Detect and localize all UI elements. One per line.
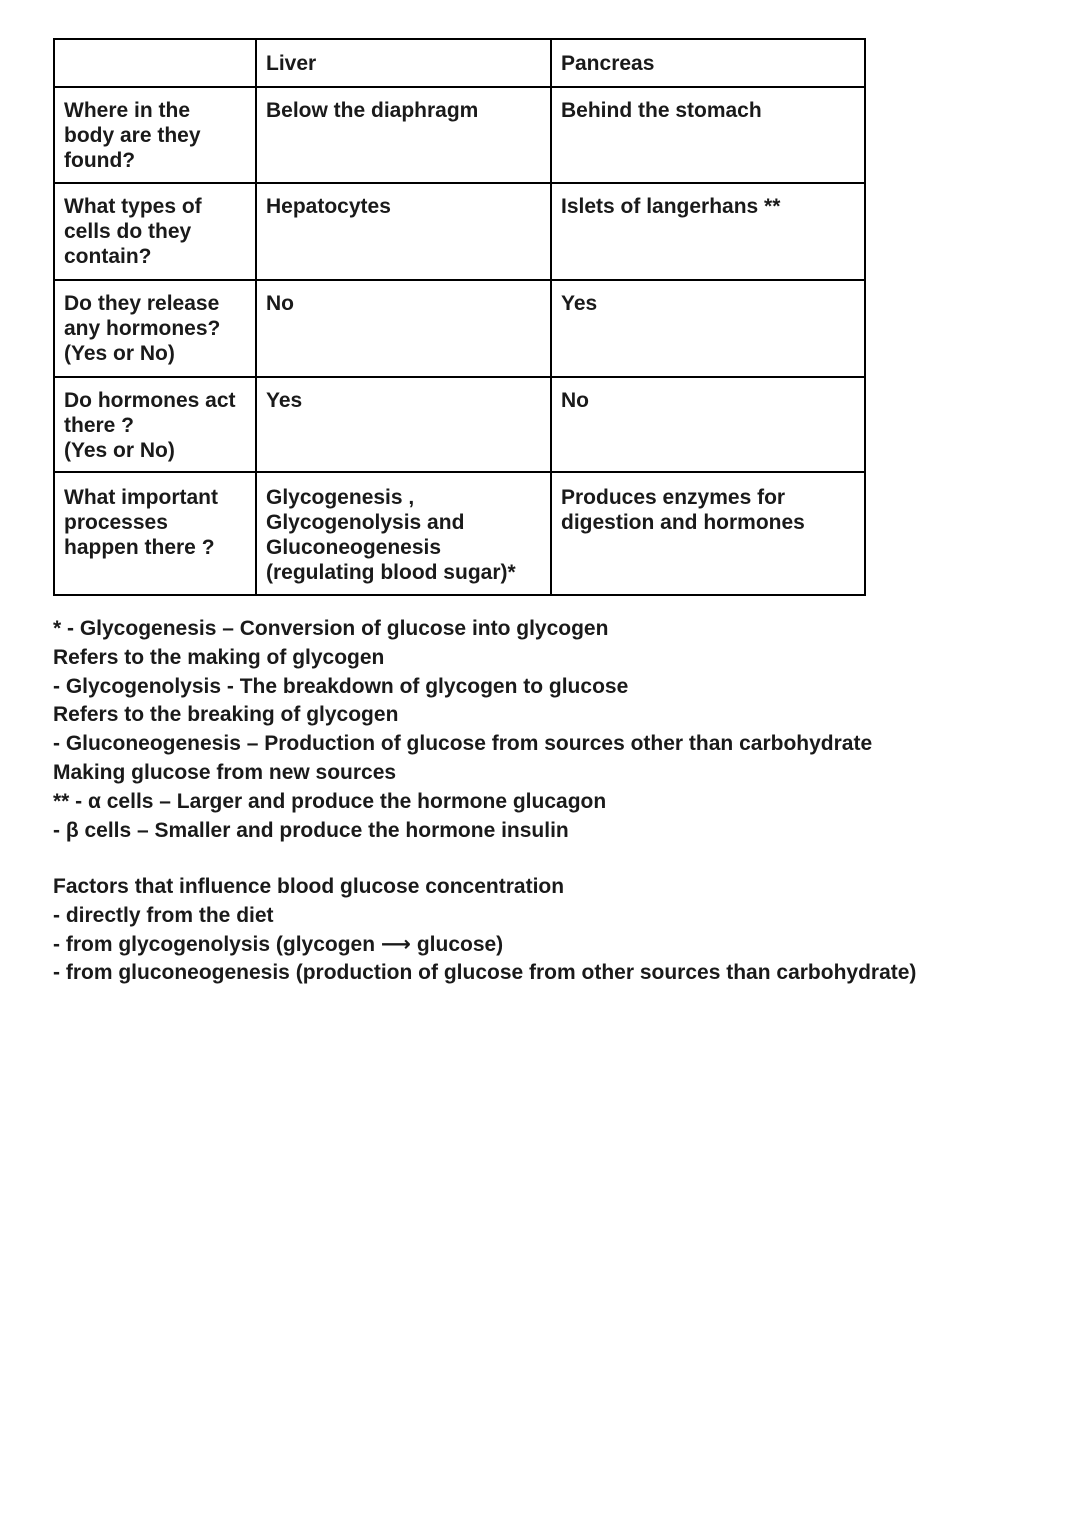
note-line: - β cells – Smaller and produce the hormone insulin — [53, 818, 569, 842]
question-cell: Do they release any hormones? (Yes or No) — [54, 280, 256, 377]
note-line: Refers to the breaking of glycogen — [53, 703, 399, 727]
pancreas-cell: Islets of langerhans ** — [551, 183, 865, 280]
table-row-release-hormones — [54, 280, 865, 377]
liver-pancreas-comparison-table — [53, 38, 866, 596]
header-cell-liver: Liver — [256, 39, 551, 87]
liver-cell: Yes — [256, 377, 551, 472]
factors-title: Factors that influence blood glucose concentration — [53, 875, 565, 898]
question-cell: What important processes happen there ? — [54, 472, 256, 595]
header-cell-empty — [54, 39, 256, 87]
liver-cell: Glycogenesis , Glycogenolysis and Gluconeogenesis (regulating blood sugar)* — [256, 472, 551, 595]
note-line: Refers to the making of glycogen — [53, 645, 385, 669]
note-line: - Gluconeogenesis – Production of glucose from sources other than carbohydrate — [53, 732, 873, 756]
question-cell: Do hormones act there ? (Yes or No) — [54, 377, 256, 472]
note-line: - Glycogenolysis - The breakdown of glycogen to glucose — [53, 674, 629, 698]
question-cell: Where in the body are they found? — [54, 87, 256, 183]
factor-item: - directly from the diet — [53, 903, 274, 927]
liver-cell: Hepatocytes — [256, 183, 551, 280]
table-row-hormones-act — [54, 377, 865, 472]
table-header-row — [54, 39, 865, 87]
factors-section — [53, 873, 1063, 988]
factor-item: - from gluconeogenesis (production of glucose from other sources than carbohydrate) — [53, 961, 917, 985]
table-row-cell-types — [54, 183, 865, 280]
header-cell-pancreas: Pancreas — [551, 39, 865, 87]
liver-cell: Below the diaphragm — [256, 87, 551, 183]
table-row-processes — [54, 472, 865, 595]
pancreas-cell: No — [551, 377, 865, 472]
question-cell: What types of cells do they contain? — [54, 183, 256, 280]
pancreas-cell: Behind the stomach — [551, 87, 865, 183]
pancreas-cell: Yes — [551, 280, 865, 377]
factor-item: - from glycogenolysis (glycogen ⟶ glucose) — [53, 932, 504, 956]
pancreas-cell: Produces enzymes for digestion and hormones — [551, 472, 865, 595]
note-line: ** - α cells – Larger and produce the hormone glucagon — [53, 789, 607, 813]
footnotes — [53, 615, 1053, 845]
table-row-location — [54, 87, 865, 183]
note-line: Making glucose from new sources — [53, 760, 397, 784]
note-line: * - Glycogenesis – Conversion of glucose into glycogen — [53, 617, 609, 640]
liver-cell: No — [256, 280, 551, 377]
